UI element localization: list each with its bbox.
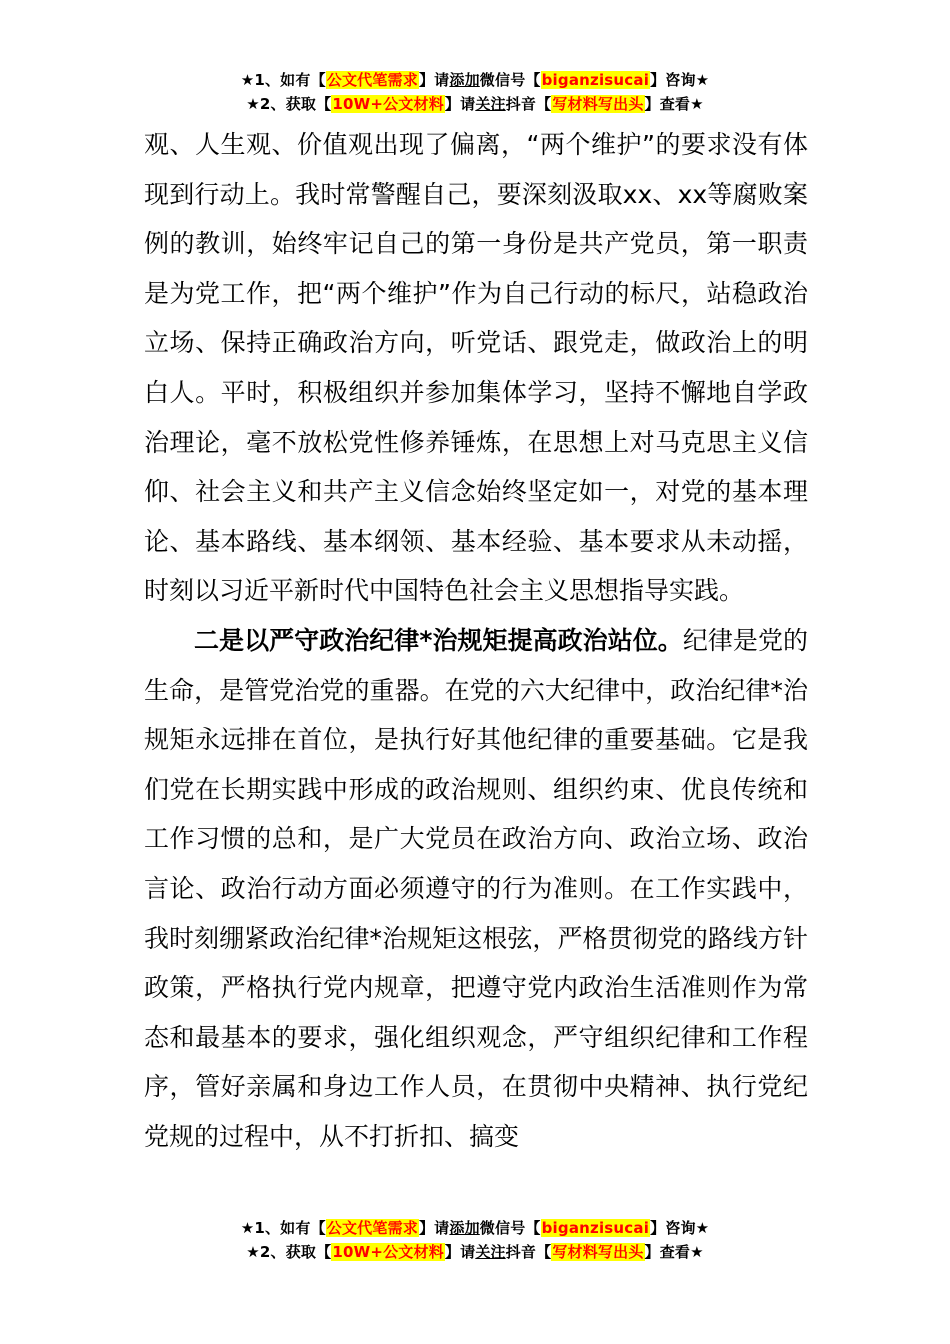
banner-underlined-text: 关注 — [475, 95, 506, 113]
banner-line-1 — [0, 68, 950, 92]
banner-text: 】咨询★ — [650, 1219, 710, 1237]
highlight-materials: 10W+公文材料 — [332, 1243, 444, 1261]
paragraph-1: 观、人生观、价值观出现了偏离，“两个维护”的要求没有体现到行动上。我时常警醒自己，要深刻汲取xx、xx等腐败案例的教训，始终牢记自己的第一身份是共产党员，第一职责是为党工作，把“两个维护”作为自己行动的标尺，站稳政治立场、保持正确政治方向，听党话、跟党走，做政治上的明白人。平时，积极组织并参加集体学习，坚持不懈地自学政治理论，毫不放松党性修养锤炼，在思想上对马克思主义信仰、社会主义和共产主义信念始终坚定如一，对党的基本理论、基本路线、基本纲领、基本经验、基本要求从未动摇，时刻以习近平新时代中国特色社会主义思想指导实践。 — [144, 130, 808, 606]
banner-text: ★1、如有【 — [240, 71, 326, 89]
highlight-wechat-id: biganzisucai — [541, 1219, 650, 1237]
banner-underlined-text: 添加 — [449, 71, 480, 89]
highlight-douyin-account: 写材料写出头 — [552, 1243, 644, 1261]
banner-line-2 — [0, 92, 950, 116]
banner-text: ★1、如有【 — [240, 1219, 326, 1237]
document-body — [144, 120, 808, 1161]
paragraph-2 — [144, 616, 808, 1162]
paragraph-text: 纪律是党的生命，是管党治党的重器。在党的六大纪律中，政治纪律*治规矩永远排在首位，是执行好其他纪律的重要基础。它是我们党在长期实践中形成的政治规则、组织约束、优良传统和工作习惯的总和，是广大党员在政治方向、政治立场、政治言论、政治行动方面必须遵守的行为准则。在工作实践中，我时刻绷紧政治纪律*治规矩这根弦，严格贯彻党的路线方针政策，严格执行党内规章，把遵守党内政治生活准则作为常态和最基本的要求，强化组织观念，严守组织纪律和工作程序，管好亲属和身边工作人员，在贯彻中央精神、执行党纪党规的过程中，从不打折扣、搞变 — [144, 625, 808, 1151]
banner-text: 微信号【 — [479, 1219, 541, 1237]
banner-text: ★2、获取【 — [246, 1243, 332, 1261]
banner-text: 】查看★ — [644, 95, 704, 113]
footer-banner — [0, 1216, 950, 1264]
highlight-service: 公文代笔需求 — [326, 71, 418, 89]
banner-line-1 — [0, 1216, 950, 1240]
banner-text: 微信号【 — [479, 71, 541, 89]
banner-line-2 — [0, 1240, 950, 1264]
highlight-service: 公文代笔需求 — [326, 1219, 418, 1237]
banner-text: ★2、获取【 — [246, 95, 332, 113]
banner-text: 】请 — [444, 1243, 476, 1261]
header-banner — [0, 68, 950, 116]
banner-text: 】请 — [418, 1219, 450, 1237]
highlight-douyin-account: 写材料写出头 — [552, 95, 644, 113]
highlight-wechat-id: biganzisucai — [541, 71, 650, 89]
banner-text: 】咨询★ — [650, 71, 710, 89]
banner-text: 抖音【 — [505, 95, 552, 113]
banner-text: 】查看★ — [644, 1243, 704, 1261]
highlight-materials: 10W+公文材料 — [332, 95, 444, 113]
banner-text: 】请 — [444, 95, 476, 113]
paragraph-heading: 二是以严守政治纪律*治规矩提高政治站位。 — [194, 625, 683, 655]
banner-text: 抖音【 — [505, 1243, 552, 1261]
banner-underlined-text: 添加 — [449, 1219, 480, 1237]
banner-underlined-text: 关注 — [475, 1243, 506, 1261]
banner-text: 】请 — [418, 71, 450, 89]
